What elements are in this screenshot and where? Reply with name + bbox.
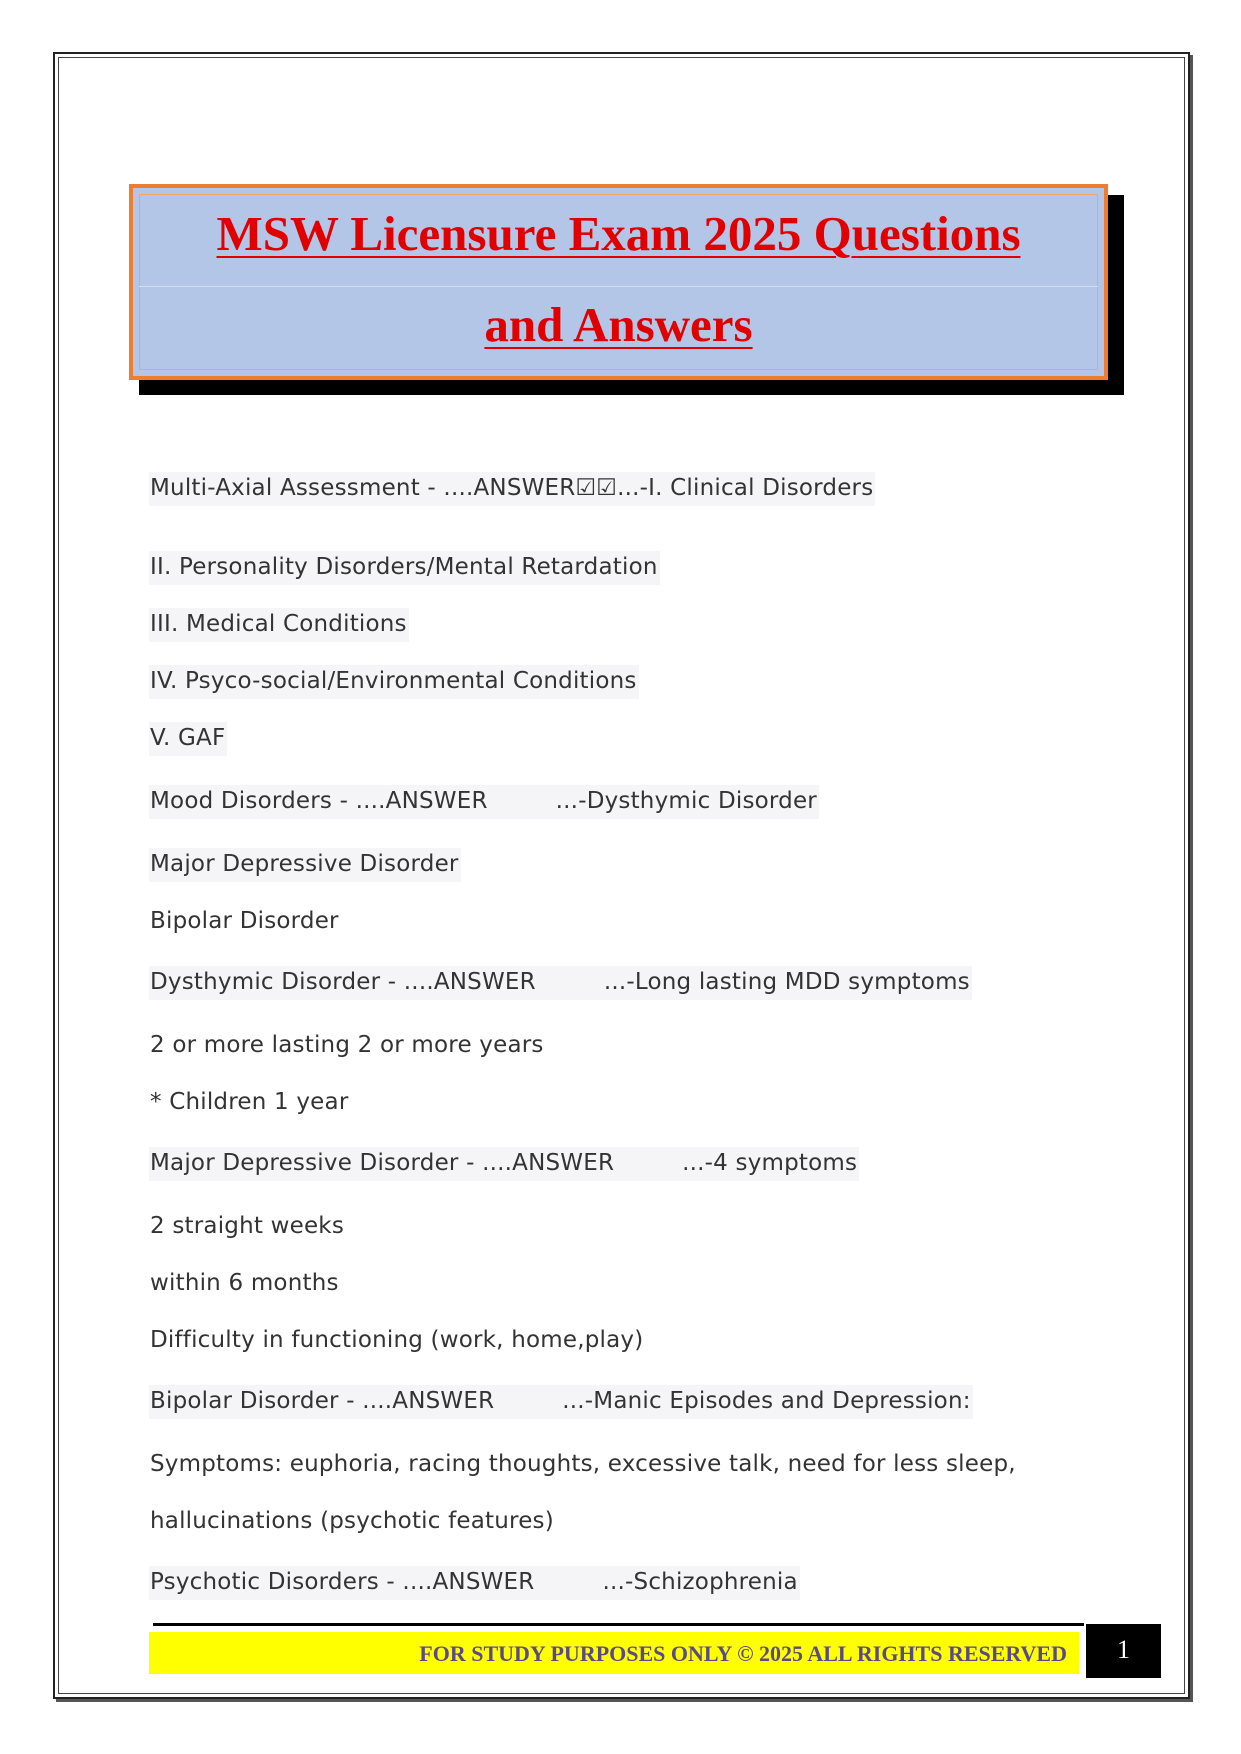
content-line: within 6 months — [150, 1270, 339, 1296]
content-line: II. Personality Disorders/Mental Retardation — [149, 551, 660, 585]
content-line: 2 or more lasting 2 or more years — [150, 1032, 544, 1058]
footer-rule — [153, 1623, 1084, 1626]
content-line: Difficulty in functioning (work, home,play) — [150, 1327, 644, 1353]
content-line: 2 straight weeks — [150, 1213, 345, 1239]
content-line: hallucinations (psychotic features) — [150, 1508, 554, 1534]
content-line: Bipolar Disorder - ....ANSWER ...-Manic Episodes and Depression: — [149, 1385, 973, 1419]
content-line: Symptoms: euphoria, racing thoughts, excessive talk, need for less sleep, — [150, 1451, 1016, 1477]
content-line: Psychotic Disorders - ....ANSWER ...-Schizophrenia — [149, 1566, 800, 1600]
page-number-box — [1086, 1624, 1161, 1678]
document-title-line-2: and Answers — [484, 297, 753, 352]
content-line: Bipolar Disorder — [150, 908, 339, 934]
document-title-line-1: MSW Licensure Exam 2025 Questions — [216, 206, 1021, 261]
title-box — [129, 184, 1108, 380]
content-line: IV. Psyco-social/Environmental Conditions — [149, 665, 639, 699]
footer-text: FOR STUDY PURPOSES ONLY © 2025 ALL RIGHTS RESERVED — [419, 1641, 1067, 1666]
content-line: Mood Disorders - ....ANSWER ...-Dysthymic Disorder — [149, 785, 819, 819]
content-line: * Children 1 year — [150, 1089, 349, 1115]
page-number: 1 — [1117, 1635, 1130, 1664]
content-line: Multi-Axial Assessment - ....ANSWER☑☑...-I. Clinical Disorders — [149, 472, 875, 506]
content-line: Major Depressive Disorder - ....ANSWER ...-4 symptoms — [149, 1147, 859, 1181]
content-line: III. Medical Conditions — [149, 608, 409, 642]
title-divider — [139, 286, 1098, 287]
content-line: Dysthymic Disorder - ....ANSWER ...-Long lasting MDD symptoms — [149, 966, 972, 1000]
content-line: V. GAF — [149, 722, 227, 756]
content-line: Major Depressive Disorder — [149, 848, 461, 882]
footer-band — [149, 1632, 1079, 1674]
